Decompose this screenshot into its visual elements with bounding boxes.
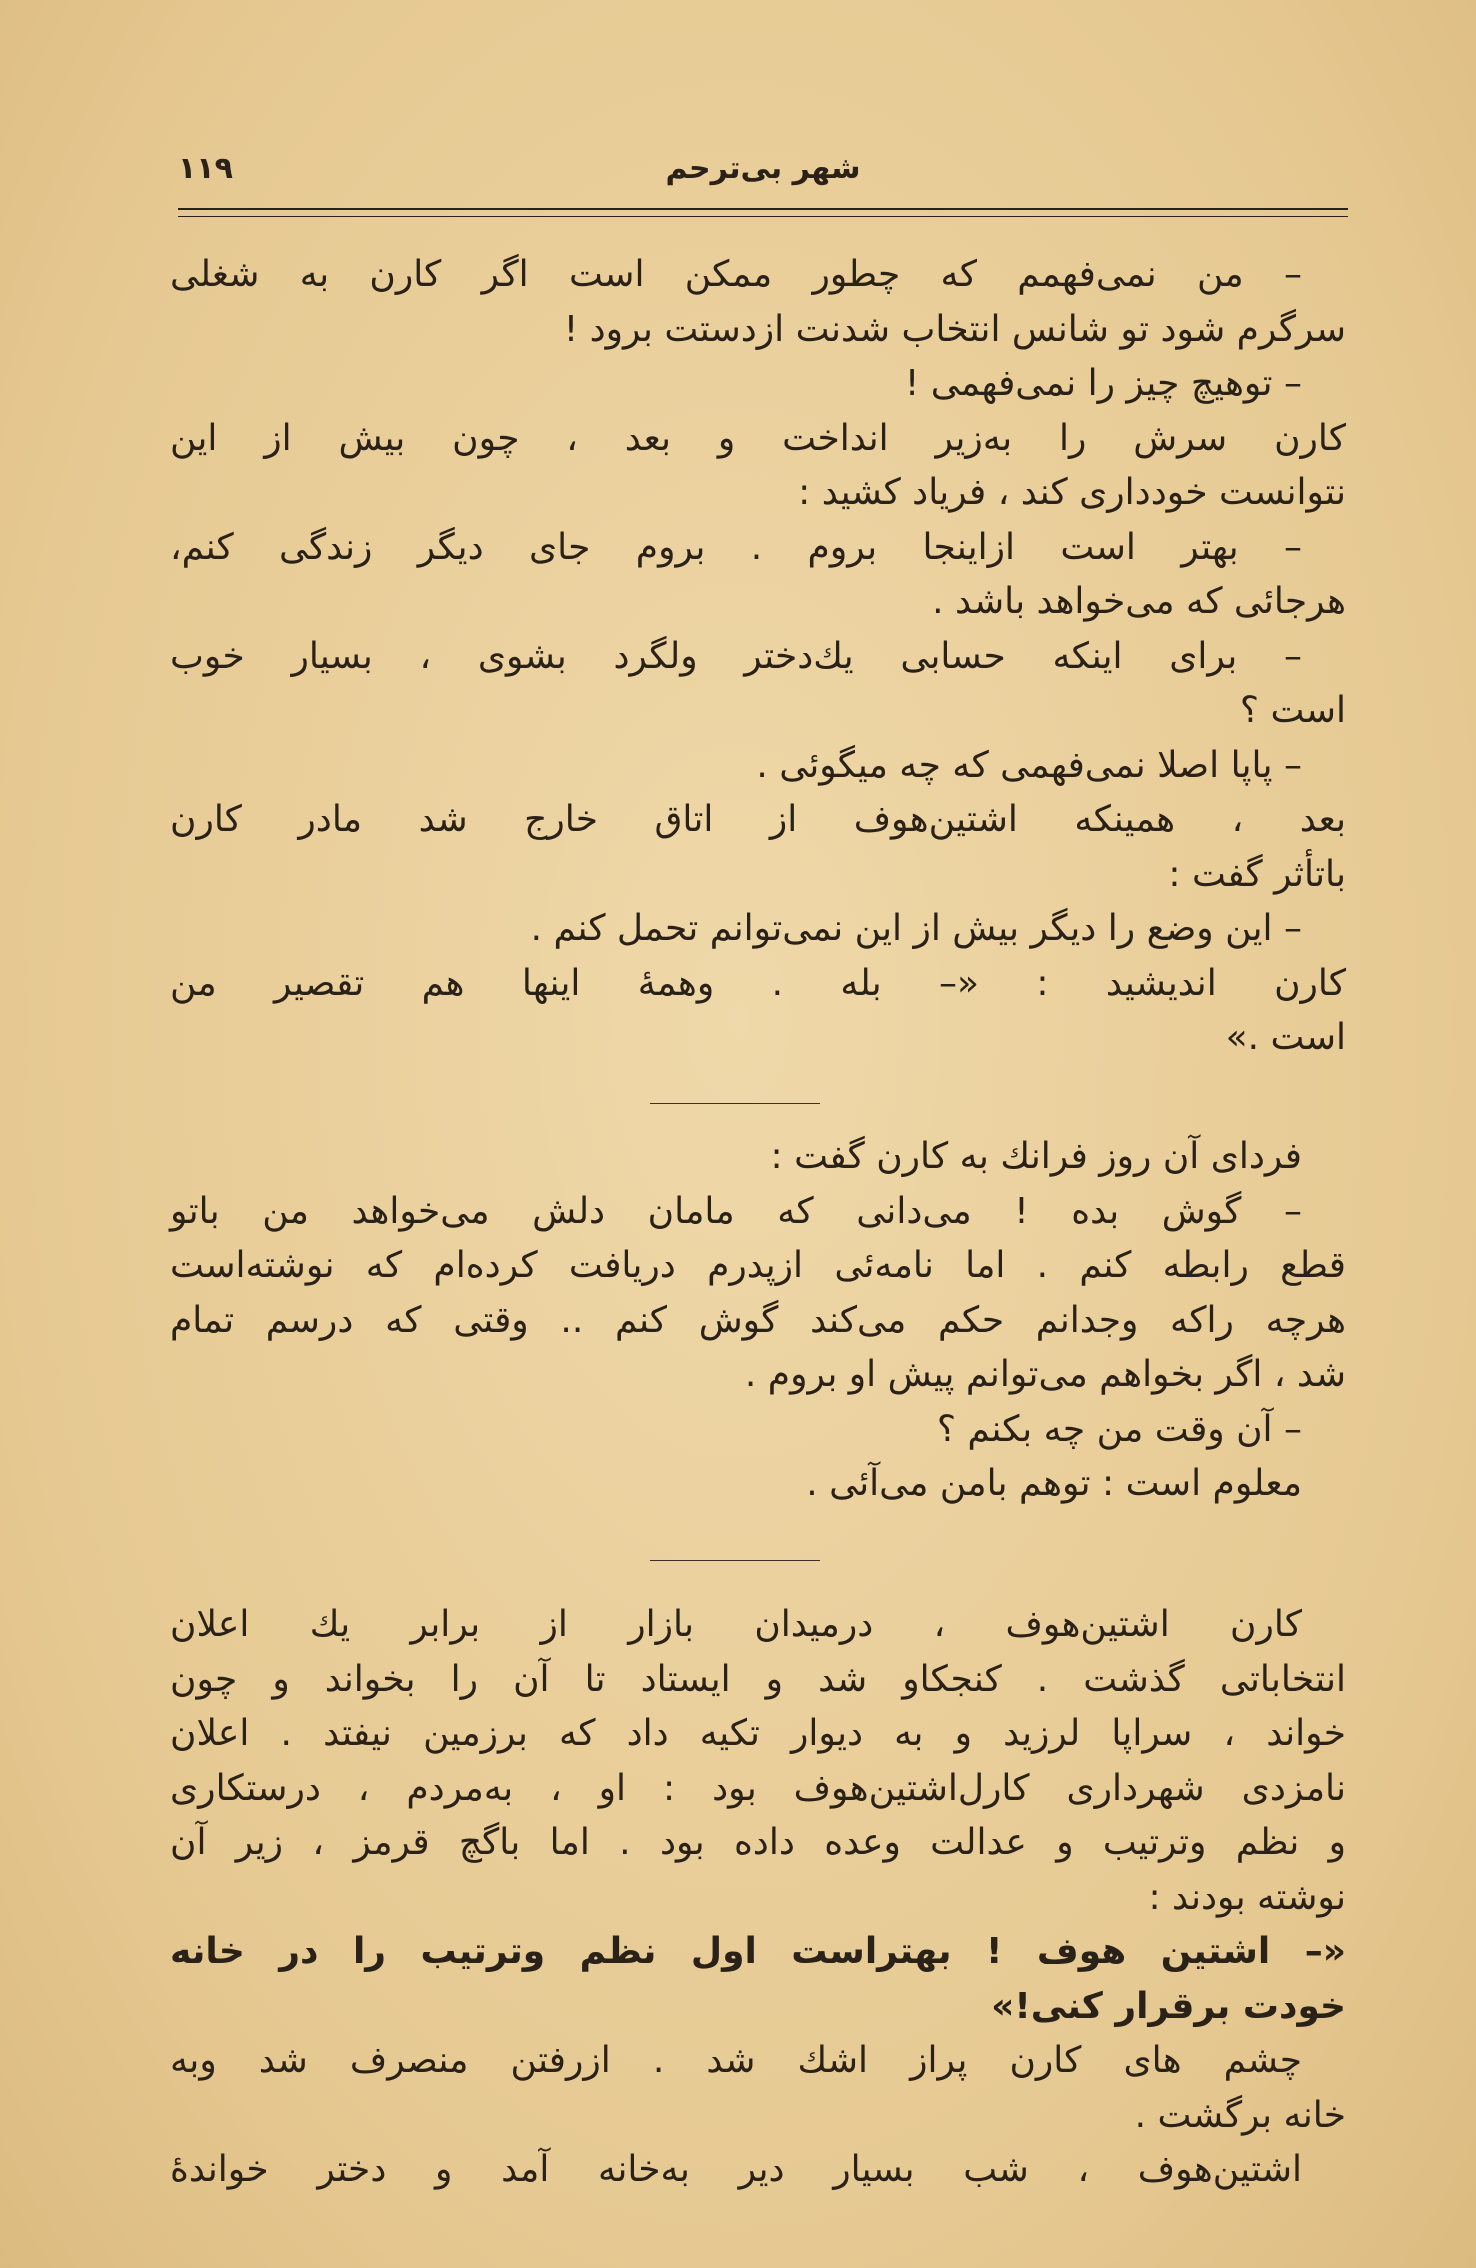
text-line: نامزدی شهرداری کارل‌اشتین‌هوف بود : او ، به‌مردم ، درستکاری xyxy=(170,1767,1346,1809)
text-line: کارن سرش را به‌زیر انداخت و بعد ، چون بیش از این xyxy=(170,417,1346,459)
quoted-slogan-line: «– اشتین هوف ! بهتراست اول نظم وترتیب را در خانه xyxy=(170,1931,1346,1972)
section-1 xyxy=(170,248,1346,1066)
text-line: قطع رابطه کنم . اما نامه‌ئی ازپدرم دریافت کرده‌ام که نوشته‌است xyxy=(170,1245,1346,1286)
text-line: خانه برگشت . xyxy=(1134,2094,1346,2136)
text-line: نوشته بودند : xyxy=(1148,1876,1346,1918)
text-line: – بهتر است ازاینجا بروم . بروم جای دیگر زندگی کنم، xyxy=(170,526,1302,568)
text-line: است ؟ xyxy=(1239,690,1346,731)
header-rule xyxy=(178,208,1348,210)
text-line: – برای اینکه حسابی یك‌دختر ولگرد بشوی ، بسیار خوب xyxy=(170,635,1302,677)
text-line: سرگرم شود تو شانس انتخاب شدنت ازدستت برود ! xyxy=(563,308,1346,350)
section-2 xyxy=(170,1130,1346,1512)
text-line: هرجائی که می‌خواهد باشد . xyxy=(932,581,1346,622)
text-line: خواند ، سراپا لرزید و به دیوار تکیه داد که برزمین نیفتد . اعلان xyxy=(170,1713,1346,1754)
text-line: بعد ، همینکه اشتین‌هوف از اتاق خارج شد مادر کارن xyxy=(170,799,1346,840)
text-line: کارن اندیشید : «– بله . وهمهٔ اینها هم تقصیر من xyxy=(170,962,1346,1004)
header-rule-thin xyxy=(178,216,1348,217)
text-line: – آن وقت من چه بکنم ؟ xyxy=(936,1408,1302,1450)
text-line: چشم های کارن پراز اشك شد . ازرفتن منصرف شد وبه xyxy=(170,2040,1302,2081)
running-title: شهر بی‌ترحم xyxy=(665,150,861,186)
quoted-slogan-line: خودت برقرار کنی!» xyxy=(991,1985,1346,2027)
text-line: است .» xyxy=(1225,1017,1346,1058)
section-divider xyxy=(650,1103,820,1104)
section-3 xyxy=(170,1598,1346,2198)
text-line: – من نمی‌فهمم که چطور ممکن است اگر کارن به شغلی xyxy=(170,254,1302,295)
text-line: فردای آن روز فرانك به کارن گفت : xyxy=(770,1136,1302,1177)
section-divider xyxy=(650,1560,820,1561)
text-line: – پاپا اصلا نمی‌فهمی که چه میگوئی . xyxy=(756,744,1302,786)
page-header xyxy=(178,138,1348,198)
page-number: ۱۱۹ xyxy=(178,150,233,186)
text-line: شد ، اگر بخواهم می‌توانم پیش او بروم . xyxy=(744,1354,1346,1395)
text-line: کارن اشتین‌هوف ، درمیدان بازار از برابر یك اعلان xyxy=(170,1604,1302,1645)
text-line: و نظم وترتیب و عدالت وعده داده بود . اما باگچ قرمز ، زیر آن xyxy=(170,1822,1346,1863)
text-line: باتأثر گفت : xyxy=(1168,853,1346,895)
text-line: – گوش بده ! می‌دانی که مامان دلش می‌خواهد من باتو xyxy=(170,1190,1302,1232)
text-line: انتخاباتی گذشت . کنجکاو شد و ایستاد تا آن را بخواند و چون xyxy=(170,1658,1346,1700)
text-line: – توهیچ چیز را نمی‌فهمی ! xyxy=(904,363,1302,404)
text-line: – این وضع را دیگر بیش از این نمی‌توانم تحمل کنم . xyxy=(530,908,1302,949)
text-line: معلوم است : توهم بامن می‌آئی . xyxy=(806,1463,1302,1504)
text-line: هرچه راکه وجدانم حکم می‌کند گوش کنم .. وقتی که درسم تمام xyxy=(170,1299,1346,1341)
text-line: اشتین‌هوف ، شب بسیار دیر به‌خانه آمد و دختر خواندهٔ xyxy=(170,2149,1302,2190)
text-line: نتوانست خودداری کند ، فریاد کشید : xyxy=(798,472,1346,513)
